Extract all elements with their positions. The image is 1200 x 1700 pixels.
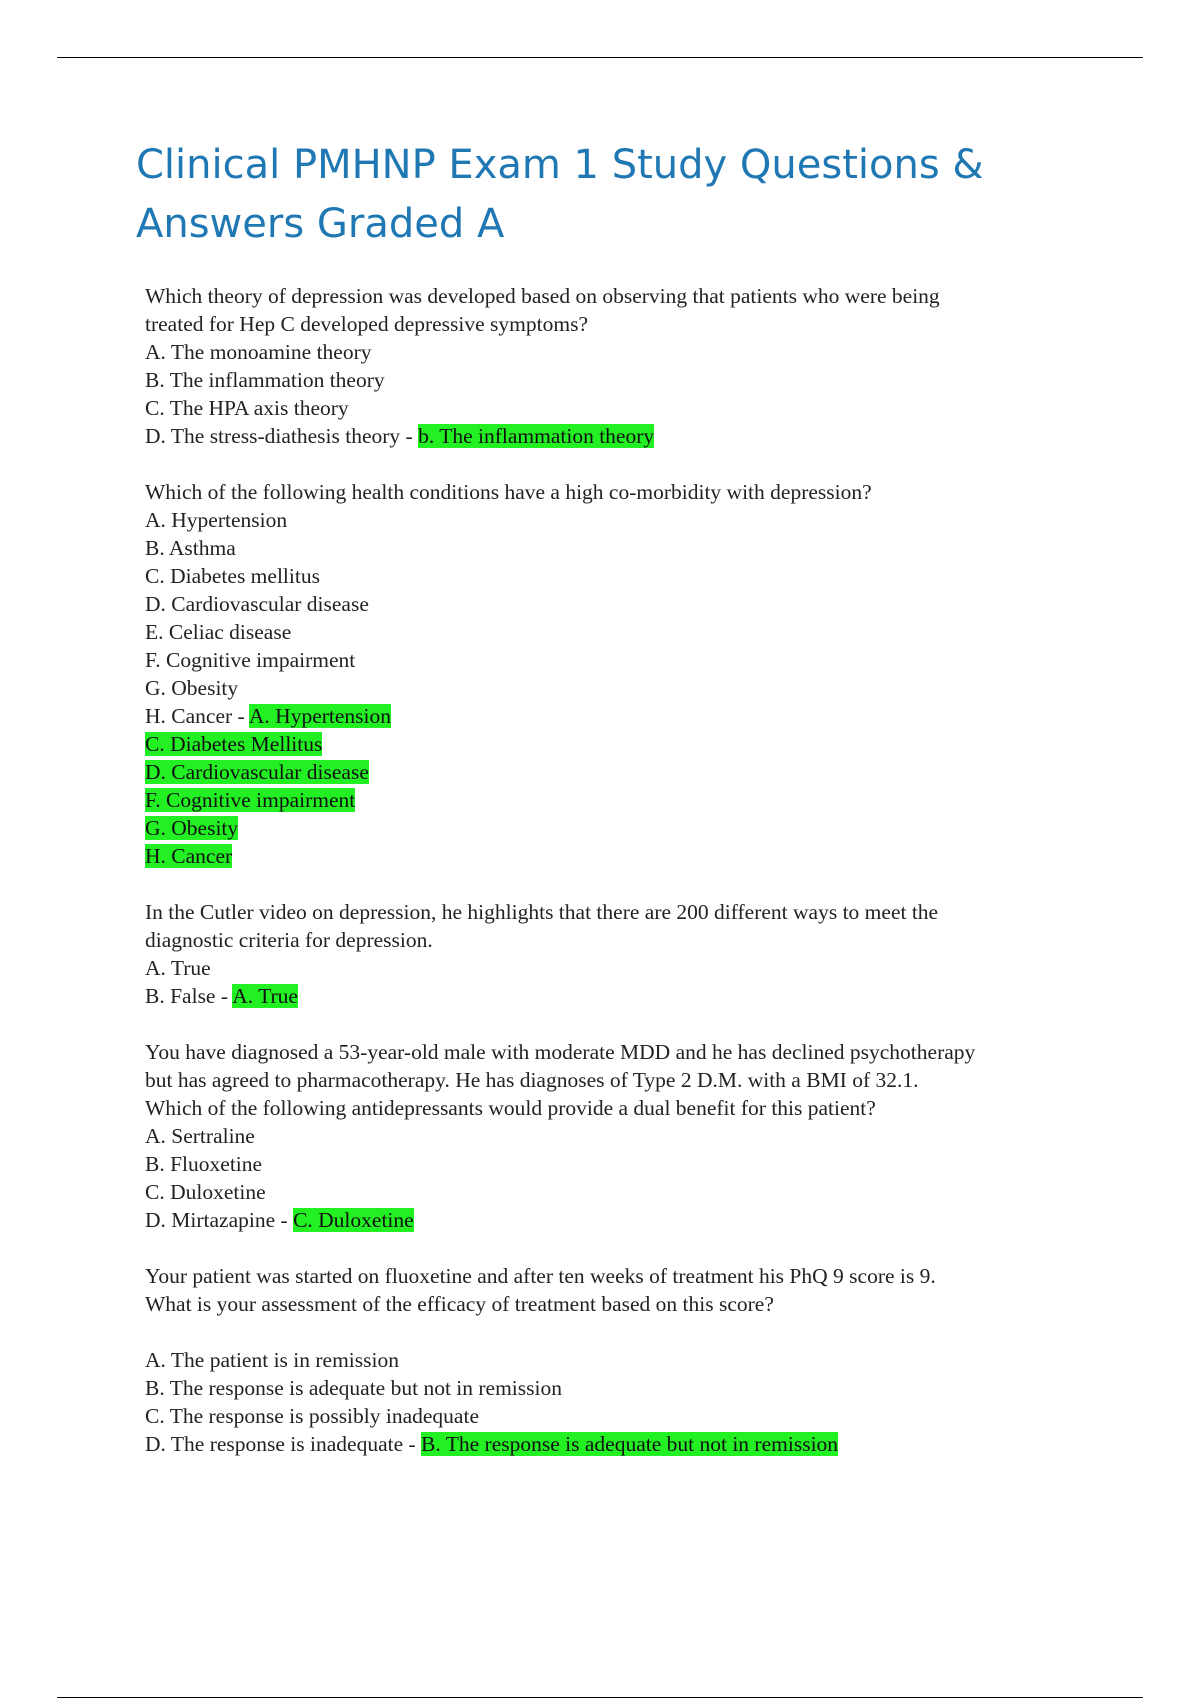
answer-option-line (145, 982, 1085, 1010)
answer-option: G. Obesity (145, 676, 239, 700)
answer-option: B. False - (145, 984, 233, 1008)
highlighted-answer: B. The response is adequate but not in remission (421, 1432, 839, 1456)
answer-line (145, 814, 1085, 842)
answer-option-line (145, 422, 1085, 450)
document-title: Clinical PMHNP Exam 1 Study Questions & Answers Graded A (136, 142, 984, 247)
top-rule (57, 57, 1143, 58)
answer-option: A. Hypertension (145, 508, 288, 532)
highlighted-answer: A. True (232, 984, 298, 1008)
answer-option: D. Cardiovascular disease (145, 592, 369, 616)
question-5 (145, 1262, 1085, 1458)
answer-option: C. The HPA axis theory (145, 396, 349, 420)
answer-option: B. The response is adequate but not in remission (145, 1376, 562, 1400)
answer-option: B. Asthma (145, 536, 236, 560)
highlighted-answer: b. The inflammation theory (418, 424, 655, 448)
question-3 (145, 898, 1085, 1010)
answer-option: C. The response is possibly inadequate (145, 1404, 479, 1428)
highlighted-answer: G. Obesity (145, 816, 239, 840)
question-2 (145, 478, 1085, 870)
answer-option: A. True (145, 956, 211, 980)
answer-option: A. The patient is in remission (145, 1348, 399, 1372)
question-stem-line: You have diagnosed a 53-year-old male with moderate MDD and he has declined psychotherapy (145, 1040, 976, 1064)
answer-option: D. The response is inadequate - (145, 1432, 422, 1456)
answer-option: E. Celiac disease (145, 620, 292, 644)
answer-line (145, 842, 1085, 870)
question-stem-line: diagnostic criteria for depression. (145, 928, 433, 952)
blank-line (145, 1318, 1085, 1346)
question-stem-line: In the Cutler video on depression, he highlights that there are 200 different ways to meet the (145, 900, 939, 924)
highlighted-answer: C. Duloxetine (293, 1208, 414, 1232)
highlighted-answer: C. Diabetes Mellitus (145, 732, 323, 756)
answer-option: H. Cancer - (145, 704, 249, 728)
question-stem-line: Which theory of depression was developed based on observing that patients who were being (145, 284, 940, 308)
answer-line (145, 758, 1085, 786)
answer-option: B. Fluoxetine (145, 1152, 263, 1176)
bottom-rule (57, 1697, 1143, 1698)
answer-option: A. The monoamine theory (145, 340, 372, 364)
answer-option: B. The inflammation theory (145, 368, 385, 392)
question-stem-line: Which of the following health conditions have a high co-morbidity with depression? (145, 480, 872, 504)
highlighted-answer: H. Cancer (145, 844, 233, 868)
answer-option-line (145, 1430, 1085, 1458)
answer-option: F. Cognitive impairment (145, 648, 356, 672)
question-stem-line: What is your assessment of the efficacy of treatment based on this score? (145, 1292, 774, 1316)
highlighted-answer: A. Hypertension (248, 704, 392, 728)
answer-option: D. Mirtazapine - (145, 1208, 294, 1232)
question-stem-line: but has agreed to pharmacotherapy. He has diagnoses of Type 2 D.M. with a BMI of 32.1. (145, 1068, 919, 1092)
question-stem-line: Your patient was started on fluoxetine and after ten weeks of treatment his PhQ 9 score is 9. (145, 1264, 936, 1288)
question-list (145, 282, 1085, 1486)
question-4 (145, 1038, 1085, 1234)
question-stem-line: Which of the following antidepressants would provide a dual benefit for this patient? (145, 1096, 876, 1120)
answer-option-line (145, 1206, 1085, 1234)
answer-option: C. Diabetes mellitus (145, 564, 320, 588)
answer-option: D. The stress-diathesis theory - (145, 424, 419, 448)
answer-option: C. Duloxetine (145, 1180, 266, 1204)
highlighted-answer: F. Cognitive impairment (145, 788, 356, 812)
answer-option: A. Sertraline (145, 1124, 255, 1148)
answer-line (145, 730, 1085, 758)
highlighted-answer: D. Cardiovascular disease (145, 760, 369, 784)
question-1 (145, 282, 1085, 450)
question-stem-line: treated for Hep C developed depressive symptoms? (145, 312, 589, 336)
answer-option-line (145, 702, 1085, 730)
answer-line (145, 786, 1085, 814)
